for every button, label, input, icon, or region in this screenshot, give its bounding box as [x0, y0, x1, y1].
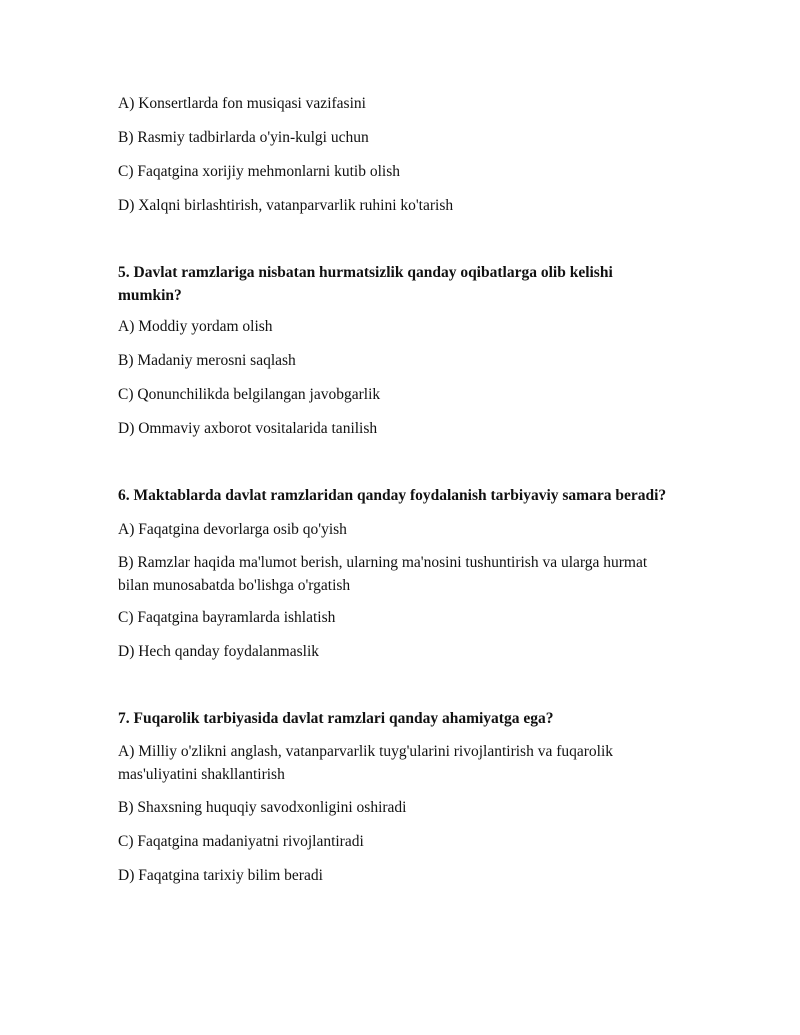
q5-question: 5. Davlat ramzlariga nisbatan hurmatsizlik qanday oqibatlarga olib kelishi mumkin?: [118, 264, 613, 304]
q7-option-a: A) Milliy o'zlikni anglash, vatanparvarlik tuyg'ularini rivojlantirish va fuqarolik mas'uliyatini shakllantirish: [118, 743, 614, 783]
q4-option-a: A) Konsertlarda fon musiqasi vazifasini: [118, 95, 366, 112]
q7-option-d: D) Faqatgina tarixiy bilim beradi: [118, 867, 323, 884]
q4-option-c: C) Faqatgina xorijiy mehmonlarni kutib olish: [118, 163, 400, 180]
q5-option-c: C) Qonunchilikda belgilangan javobgarlik: [118, 386, 381, 403]
q7-question: 7. Fuqarolik tarbiyasida davlat ramzlari qanday ahamiyatga ega?: [118, 710, 554, 727]
q6-option-c: C) Faqatgina bayramlarda ishlatish: [118, 609, 336, 626]
q7-option-c: C) Faqatgina madaniyatni rivojlantiradi: [118, 833, 364, 850]
q5-option-a: A) Moddiy yordam olish: [118, 318, 273, 335]
q4-option-d: D) Xalqni birlashtirish, vatanparvarlik ruhini ko'tarish: [118, 197, 454, 214]
q6-option-b: B) Ramzlar haqida ma'lumot berish, ularning ma'nosini tushuntirish va ularga hurmat bilan munosabatda bo'lishga o'rgatish: [118, 554, 648, 594]
q4-option-b: B) Rasmiy tadbirlarda o'yin-kulgi uchun: [118, 129, 369, 146]
q5-option-b: B) Madaniy merosni saqlash: [118, 352, 296, 369]
q7-option-b: B) Shaxsning huquqiy savodxonligini oshiradi: [118, 799, 407, 816]
q6-question: 6. Maktablarda davlat ramzlaridan qanday foydalanish tarbiyaviy samara beradi?: [118, 487, 667, 504]
q6-option-a: A) Faqatgina devorlarga osib qo'yish: [118, 521, 347, 538]
q5-option-d: D) Ommaviy axborot vositalarida tanilish: [118, 420, 378, 437]
q6-option-d: D) Hech qanday foydalanmaslik: [118, 643, 320, 660]
